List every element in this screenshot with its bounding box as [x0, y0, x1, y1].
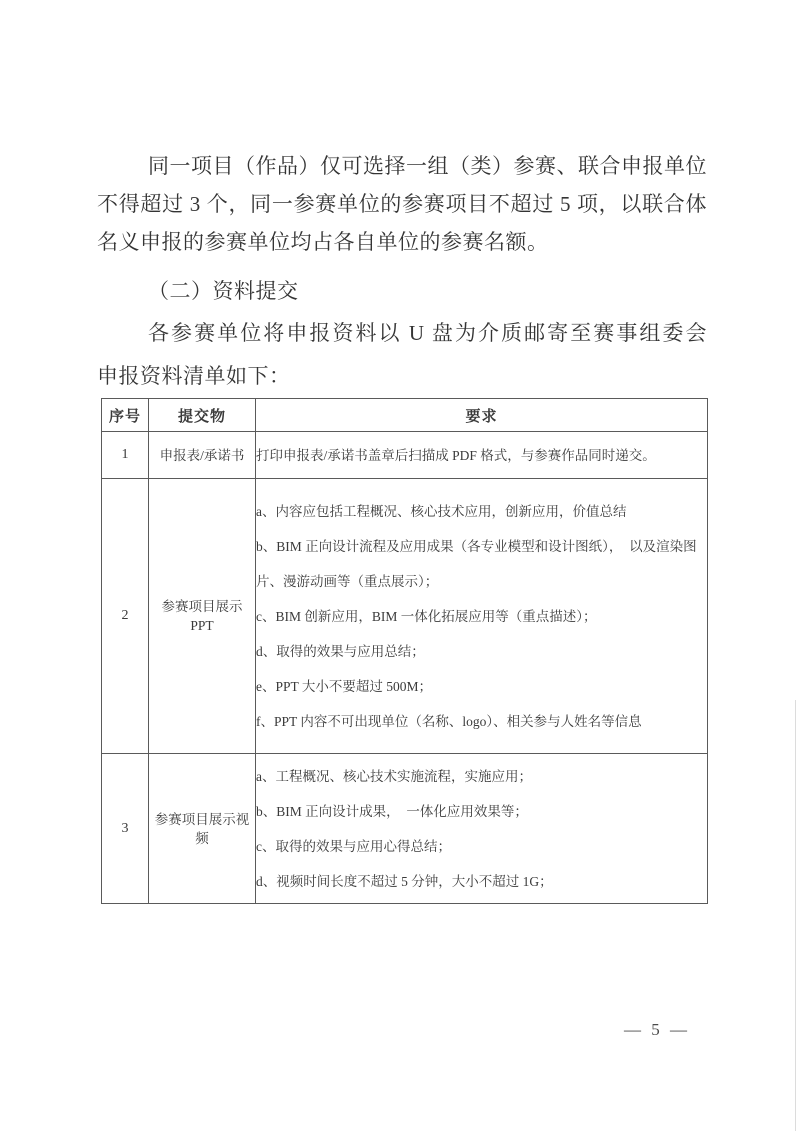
table-header-row — [102, 399, 708, 432]
cell-requirements — [256, 754, 708, 904]
requirement-line: 打印申报表/承诺书盖章后扫描成 PDF 格式，与参赛作品同时递交。 — [256, 447, 656, 463]
requirement-line: c、BIM 创新应用，BIM 一体化拓展应用等（重点描述）； — [256, 608, 597, 624]
cell-item — [149, 479, 256, 754]
table-row — [102, 754, 708, 904]
intro-paragraph-line-3: 名义申报的参赛单位均占各自单位的参赛名额。 — [97, 230, 549, 254]
requirement-line: d、视频时间长度不超过 5 分钟，大小不超过 1G； — [256, 873, 553, 889]
scan-artifact-line — [795, 700, 796, 1131]
item-line: 申报表/承诺书 — [159, 447, 245, 463]
cell-item — [149, 754, 256, 904]
item-line: 频 — [195, 830, 209, 846]
item-line: 参赛项目展示视 — [154, 811, 250, 827]
submission-paragraph-line-1: 各参赛单位将申报资料以 U 盘为介质邮寄至赛事组委会 — [148, 321, 707, 345]
table-row — [102, 479, 708, 754]
requirement-line: b、BIM 正向设计流程及应用成果（各专业模型和设计图纸）， 以及渲染图片、漫游动画等（重点展示）； — [256, 538, 697, 589]
section-heading: （二）资料提交 — [148, 279, 299, 303]
page-number: — 5 — — [624, 1020, 690, 1039]
table-row — [102, 432, 708, 479]
requirement-line: b、BIM 正向设计成果， 一体化应用效果等； — [256, 803, 528, 819]
cell-seq: 2 — [102, 479, 149, 754]
column-header-requirements: 要求 — [256, 399, 708, 432]
cell-item — [149, 432, 256, 479]
submission-paragraph-line-2: 申报资料清单如下： — [97, 364, 291, 388]
requirement-line: d、取得的效果与应用总结； — [256, 643, 425, 659]
column-header-seq: 序号 — [102, 399, 149, 432]
requirement-line: f、PPT 内容不可出现单位（名称、logo）、相关参与人姓名等信息 — [256, 713, 642, 729]
cell-seq: 1 — [102, 432, 149, 479]
requirement-line: c、取得的效果与应用心得总结； — [256, 838, 451, 854]
item-line: PPT — [190, 618, 214, 633]
cell-seq: 3 — [102, 754, 149, 904]
intro-paragraph-line-2: 不得超过 3 个，同一参赛单位的参赛项目不超过 5 项，以联合体 — [97, 192, 707, 216]
requirement-line: e、PPT 大小不要超过 500M； — [256, 678, 433, 694]
intro-paragraph-line-1: 同一项目（作品）仅可选择一组（类）参赛、联合申报单位 — [148, 154, 707, 178]
requirement-line: a、内容应包括工程概况、核心技术应用，创新应用，价值总结 — [256, 503, 627, 519]
cell-requirements — [256, 479, 708, 754]
item-line: 参赛项目展示 — [161, 599, 243, 614]
column-header-item: 提交物 — [149, 399, 256, 432]
submission-table — [101, 398, 708, 904]
cell-requirements — [256, 432, 708, 479]
requirement-line: a、工程概况、核心技术实施流程，实施应用； — [256, 768, 532, 784]
